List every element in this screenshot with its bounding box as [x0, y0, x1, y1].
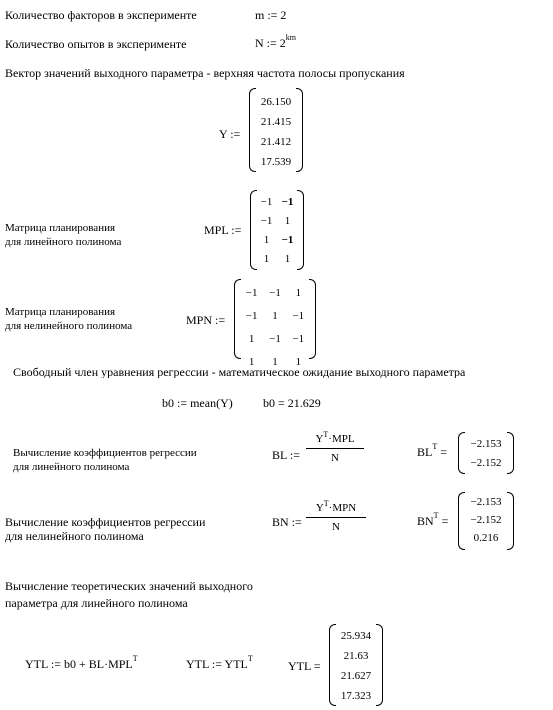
mpn-matrix-table	[240, 281, 310, 373]
mpl-cell: −1	[281, 195, 294, 208]
y-matrix[interactable]	[249, 88, 303, 172]
ytl-label-1: Вычисление теоретических значений выходного	[5, 579, 253, 593]
ytl-result-lhs: YTL =	[288, 659, 321, 673]
mpn-label-1: Матрица планирования	[5, 306, 116, 318]
bn-result-cell: −2.153	[470, 496, 502, 508]
bl-result-matrix	[458, 432, 514, 474]
mpl-matrix-right-bracket	[297, 190, 304, 270]
mpl-cell: 1	[263, 252, 270, 265]
bl-result-lhs: $BL^T$ =	[417, 442, 448, 459]
mpn-cell: 1	[272, 309, 278, 322]
runs-expr[interactable]	[255, 33, 297, 50]
bl-numerator: $Y^T\cdot MPL$	[306, 433, 364, 449]
mpn-cell: 1	[272, 355, 278, 368]
ytl-result-cell: 17.323	[340, 690, 372, 702]
mpl-cell: −1	[281, 233, 294, 246]
mpl-cell: 1	[284, 252, 291, 265]
bn-label-1: Вычисление коэффициентов регрессии	[5, 515, 206, 529]
bl-result-table	[464, 434, 508, 472]
free-term-label: Свободный член уравнения регрессии - математическое ожидание выходного параметра	[13, 366, 466, 378]
bn-result-matrix	[458, 492, 514, 550]
b0-expr[interactable]: b0 := mean(Y)	[162, 396, 233, 410]
runs-label: Количество опытов в эксперименте	[5, 37, 187, 51]
mpn-cell: −1	[269, 332, 281, 345]
mpl-lhs: MPL :=	[204, 223, 242, 237]
runs-expr-base: N := 2	[255, 36, 286, 50]
bn-numerator: $Y^T\cdot MPN$	[306, 502, 366, 518]
bl-result-cell: −2.153	[470, 437, 502, 450]
mpl-cell: 1	[284, 214, 291, 227]
bn-result-lhs: $BN^T$ =	[417, 511, 449, 528]
bn-lhs: BN :=	[272, 515, 302, 529]
y-cell: 21.415	[260, 116, 292, 128]
ytl-result-table	[335, 626, 377, 706]
mpn-cell: −1	[292, 332, 305, 345]
ytl-expr-1[interactable]: YTL := $b0 + BL\cdot MPL^T$	[25, 654, 138, 671]
y-matrix-table	[255, 92, 297, 172]
ytl-result-right-bracket	[376, 624, 383, 706]
y-cell: 26.150	[260, 96, 292, 108]
mpn-cell: −1	[245, 286, 258, 299]
bl-denominator: N	[331, 452, 339, 464]
ytl-result-cell: 21.627	[340, 670, 372, 682]
mpn-cell: 1	[295, 355, 302, 368]
y-matrix-right-bracket	[296, 88, 303, 172]
bn-result-table	[464, 493, 508, 547]
b0-result: b0 = 21.629	[263, 396, 321, 410]
bl-fraction[interactable]	[306, 430, 364, 464]
factors-expr[interactable]: m := 2	[255, 8, 287, 22]
ytl-result-cell: 25.934	[340, 630, 372, 642]
bl-result-cell: −2.152	[470, 456, 502, 469]
ytl-label-2: параметра для линейного полинома	[5, 596, 188, 610]
mpl-cell: −1	[260, 214, 273, 227]
bl-lhs: BL :=	[272, 448, 300, 462]
mpn-matrix[interactable]	[234, 279, 316, 368]
bl-label-2: для линейного полинома	[13, 461, 130, 473]
y-lhs: Y :=	[219, 127, 241, 141]
bn-denominator: N	[332, 521, 340, 533]
bn-result-cell: −2.152	[470, 514, 502, 526]
mpn-cell: −1	[292, 309, 305, 322]
factors-label: Количество факторов в эксперименте	[5, 8, 197, 22]
ytl-expr-2[interactable]: YTL := $YTL^T$	[186, 654, 253, 671]
mpn-lhs: MPN :=	[186, 313, 226, 327]
bn-result-cell: 0.216	[473, 532, 499, 544]
mpn-matrix-right-bracket	[309, 279, 316, 359]
bl-result-right-bracket	[507, 432, 514, 474]
y-cell: 17.539	[260, 156, 292, 168]
runs-expr-sup: km	[285, 33, 297, 42]
mpn-cell: −1	[269, 286, 281, 299]
bl-label-1: Вычисление коэффициентов регрессии	[13, 447, 197, 459]
ytl-result-matrix	[329, 624, 383, 706]
mpn-cell: 1	[248, 332, 255, 345]
mpn-cell: 1	[295, 286, 302, 299]
mpl-cell: −1	[260, 195, 273, 208]
mpn-cell: 1	[248, 355, 255, 368]
mpl-label-2: для линейного полинома	[5, 236, 122, 248]
mpn-label-2: для нелинейного полинома	[5, 320, 133, 332]
ytl-result-cell: 21.63	[343, 650, 369, 662]
mpl-matrix[interactable]	[250, 190, 304, 270]
bn-label-2: для нелинейного полинома	[5, 529, 144, 543]
mpl-cell: 1	[263, 233, 270, 246]
mpl-matrix-table	[256, 192, 298, 268]
mpl-label-1: Матрица планирования	[5, 222, 116, 234]
y-cell: 21.412	[260, 136, 292, 148]
bn-fraction[interactable]	[306, 499, 366, 533]
bn-result-right-bracket	[507, 492, 514, 550]
vector-label: Вектор значений выходного параметра - верхняя частота полосы пропускания	[5, 66, 405, 80]
mpn-cell: −1	[245, 309, 258, 322]
